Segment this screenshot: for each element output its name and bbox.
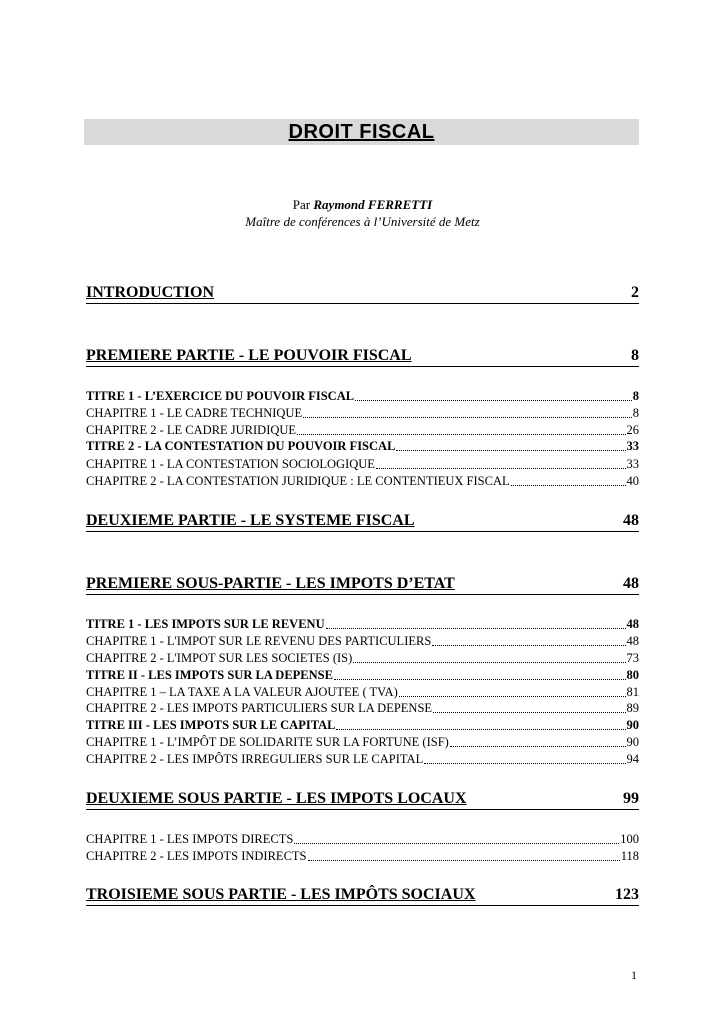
toc-heading-label: TROISIEME SOUS PARTIE - LES IMPÔTS SOCIAUX xyxy=(86,886,476,903)
toc-entry-label: TITRE II - LES IMPOTS SUR LA DEPENSE xyxy=(86,668,333,682)
toc-entry[interactable] xyxy=(86,422,639,438)
toc-entry-label: CHAPITRE 1 - L'IMPOT SUR LE REVENU DES PARTICULIERS xyxy=(86,634,432,648)
toc-entry-page: 81 xyxy=(626,685,639,699)
toc-entry-label: TITRE 1 - L’EXERCICE DU POUVOIR FISCAL xyxy=(86,389,355,403)
toc-entry-page: 73 xyxy=(626,651,639,665)
toc-entry-label: TITRE 1 - LES IMPOTS SUR LE REVENU xyxy=(86,617,325,631)
toc-leader-dots xyxy=(355,389,632,401)
toc-entry-page: 26 xyxy=(626,423,639,437)
toc-entry[interactable] xyxy=(86,456,639,472)
toc-entry[interactable] xyxy=(86,633,639,649)
toc-heading-label: DEUXIEME PARTIE - LE SYSTEME FISCAL xyxy=(86,512,415,529)
toc-leader-dots xyxy=(297,423,625,435)
toc-entry[interactable] xyxy=(86,438,639,454)
toc-leader-dots xyxy=(399,685,626,697)
toc-entry-page: 94 xyxy=(626,752,639,766)
toc-leader-dots xyxy=(511,474,626,486)
toc-leader-dots xyxy=(336,718,625,730)
toc-entry-page: 33 xyxy=(626,457,639,471)
toc-entry-label: CHAPITRE 2 - LE CADRE JURIDIQUE xyxy=(86,423,297,437)
toc-entry-label: TITRE III - LES IMPOTS SUR LE CAPITAL xyxy=(86,718,336,732)
toc-heading-page: 99 xyxy=(623,790,639,807)
toc-leader-dots xyxy=(294,832,619,844)
toc-entry-label: CHAPITRE 1 - LE CADRE TECHNIQUE xyxy=(86,406,303,420)
toc-entry-label: CHAPITRE 2 - L'IMPOT SUR LES SOCIETES (IS) xyxy=(86,651,353,665)
toc-heading-label: PREMIERE PARTIE - LE POUVOIR FISCAL xyxy=(86,347,412,364)
toc-heading-label: INTRODUCTION xyxy=(86,284,215,301)
toc-entry[interactable] xyxy=(86,700,639,716)
toc-leader-dots xyxy=(308,849,620,861)
toc-leader-dots xyxy=(303,406,632,418)
toc-heading-page: 8 xyxy=(631,347,639,364)
toc-leader-dots xyxy=(433,701,625,713)
toc-entry[interactable] xyxy=(86,388,639,404)
author-block xyxy=(0,196,725,230)
toc-entry[interactable] xyxy=(86,751,639,767)
toc-leader-dots xyxy=(396,439,625,451)
toc-entry-page: 100 xyxy=(620,832,639,846)
toc-entry-page: 33 xyxy=(626,439,639,453)
toc-entry[interactable] xyxy=(86,734,639,750)
toc-heading-label: DEUXIEME SOUS PARTIE - LES IMPOTS LOCAUX xyxy=(86,790,467,807)
toc-heading-deuxieme-partie[interactable] xyxy=(86,512,639,532)
toc-entry-page: 80 xyxy=(626,668,639,682)
toc-entry-label: CHAPITRE 2 - LES IMPÔTS IRREGULIERS SUR LE CAPITAL xyxy=(86,752,424,766)
toc-leader-dots xyxy=(376,457,626,469)
author-name: Raymond FERRETTI xyxy=(313,197,433,212)
toc-entry-page: 8 xyxy=(632,389,639,403)
toc-leader-dots xyxy=(432,634,625,646)
page-number: 1 xyxy=(631,968,637,982)
toc-entry[interactable] xyxy=(86,684,639,700)
toc-entry-label: CHAPITRE 2 - LES IMPOTS PARTICULIERS SUR LA DEPENSE xyxy=(86,701,433,715)
toc-entry[interactable] xyxy=(86,473,639,489)
toc-entry[interactable] xyxy=(86,831,639,847)
toc-entry[interactable] xyxy=(86,616,639,632)
toc-entry[interactable] xyxy=(86,848,639,864)
title-bar xyxy=(84,119,639,145)
toc-entry-page: 48 xyxy=(626,634,639,648)
toc-entry-label: CHAPITRE 1 - LA CONTESTATION SOCIOLOGIQUE xyxy=(86,457,375,471)
toc-heading-troisieme-sous-partie[interactable] xyxy=(86,886,639,906)
toc-heading-page: 2 xyxy=(631,284,639,301)
toc-entry[interactable] xyxy=(86,405,639,421)
toc-entry[interactable] xyxy=(86,650,639,666)
toc-leader-dots xyxy=(326,617,626,629)
toc-heading-premiere-sous-partie[interactable] xyxy=(86,575,639,595)
toc-entry-page: 90 xyxy=(626,718,639,732)
toc-leader-dots xyxy=(353,651,625,663)
toc-leader-dots xyxy=(334,668,626,680)
toc-entry-page: 48 xyxy=(626,617,639,631)
toc-leader-dots xyxy=(450,735,626,747)
toc-entry-page: 40 xyxy=(626,474,639,488)
toc-entry-label: CHAPITRE 1 - L’IMPÔT DE SOLIDARITE SUR LA FORTUNE (ISF) xyxy=(86,735,449,749)
document-title: DROIT FISCAL xyxy=(288,120,435,143)
toc-heading-page: 123 xyxy=(615,886,639,903)
toc-entry-label: CHAPITRE 2 - LA CONTESTATION JURIDIQUE : LE CONTENTIEUX FISCAL xyxy=(86,474,510,488)
toc-entry-label: CHAPITRE 2 - LES IMPOTS INDIRECTS xyxy=(86,849,307,863)
toc-heading-page: 48 xyxy=(623,575,639,592)
author-prefix: Par xyxy=(292,197,311,212)
toc-entry-page: 90 xyxy=(626,735,639,749)
toc-heading-label: PREMIERE SOUS-PARTIE - LES IMPOTS D’ETAT xyxy=(86,575,455,592)
toc-entry-label: TITRE 2 - LA CONTESTATION DU POUVOIR FISCAL xyxy=(86,439,396,453)
toc-entry-page: 8 xyxy=(632,406,639,420)
toc-heading-page: 48 xyxy=(623,512,639,529)
toc-heading-premiere-partie[interactable] xyxy=(86,347,639,367)
toc-entry-label: CHAPITRE 1 – LA TAXE A LA VALEUR AJOUTEE ( TVA) xyxy=(86,685,398,699)
author-role: Maître de conférences à l’Université de Metz xyxy=(245,214,480,229)
toc-entry-page: 89 xyxy=(626,701,639,715)
toc-entry-page: 118 xyxy=(620,849,639,863)
author-line xyxy=(0,196,725,213)
toc-leader-dots xyxy=(424,752,625,764)
toc-heading-introduction[interactable] xyxy=(86,284,639,304)
toc-entry[interactable] xyxy=(86,717,639,733)
toc-entry-label: CHAPITRE 1 - LES IMPOTS DIRECTS xyxy=(86,832,294,846)
toc-heading-deuxieme-sous-partie[interactable] xyxy=(86,790,639,810)
toc-entry[interactable] xyxy=(86,667,639,683)
